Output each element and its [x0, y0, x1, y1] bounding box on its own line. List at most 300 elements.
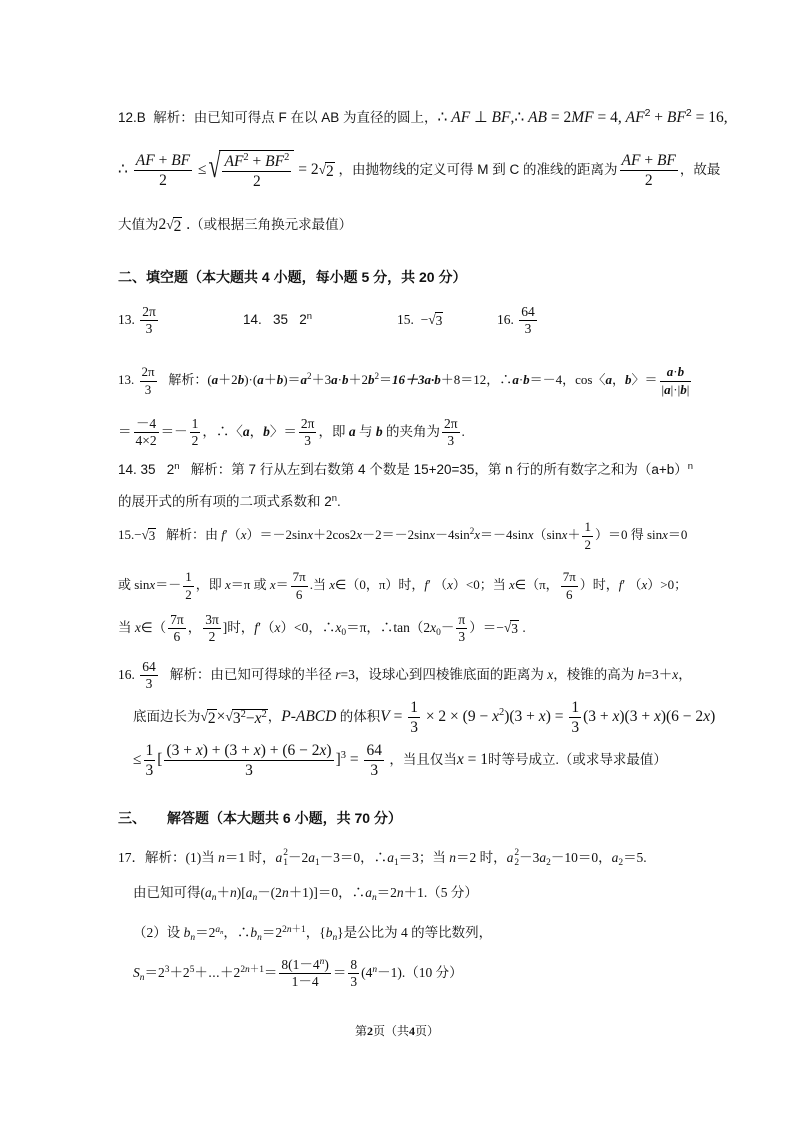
math-text: = 4,: [593, 109, 626, 126]
math-italic: f: [221, 527, 225, 542]
text-run: 与: [355, 424, 376, 439]
text-run: －4: [135, 415, 157, 431]
math-text: )(3 +: [504, 708, 539, 725]
subscript: 1: [314, 857, 320, 868]
text-run: ＋3: [311, 372, 332, 387]
text-run: 8(1－4: [281, 956, 320, 972]
text-run: （或根据三角换元求最值）: [190, 217, 353, 232]
text-run: ＝－4，cos〈: [529, 372, 606, 387]
text-run: .: [461, 424, 465, 439]
text-run: 7π: [292, 569, 306, 585]
text-run: ＝: [332, 965, 347, 980]
math-italic: n: [252, 892, 258, 903]
text-run: ，: [267, 709, 282, 724]
superscript: n: [687, 460, 694, 472]
text-run: ，{: [305, 925, 326, 940]
superscript: 2: [284, 151, 290, 163]
answer-14: [243, 295, 312, 345]
text-run: ∈（: [140, 620, 167, 635]
text-run: ，∴〈: [202, 424, 243, 439]
radicand: [207, 709, 217, 728]
numerator: [168, 612, 186, 630]
text-run: 3: [304, 433, 312, 449]
fraction: [519, 304, 537, 339]
text-run: )＝: [283, 372, 301, 387]
math-italic: a: [308, 850, 315, 865]
math-text: 64: [521, 303, 535, 319]
math-text: ]: [335, 751, 341, 768]
text-run: ，: [612, 372, 626, 387]
vector-symbol: a: [512, 372, 519, 387]
superscript: [240, 965, 264, 975]
fraction: [140, 659, 158, 694]
math-italic: n: [139, 972, 145, 983]
denominator: [168, 629, 186, 646]
math-italic: b: [250, 925, 258, 940]
text-run: 6: [295, 586, 303, 602]
vector-symbol: 16＋3a·b: [392, 372, 441, 387]
text-run: ＝2: [376, 885, 397, 900]
radicand: [325, 162, 335, 181]
denominator: [620, 171, 678, 190]
math-italic: x: [429, 527, 436, 542]
text-run: (4: [361, 965, 373, 980]
fraction: [569, 698, 581, 738]
text-run: －2: [287, 850, 309, 865]
text-run: 或 sin: [118, 577, 150, 592]
subscript: 0: [341, 627, 347, 638]
text-run: 3: [370, 762, 379, 780]
math-text: ) =: [545, 708, 568, 725]
radicand: [173, 217, 183, 236]
numerator: [582, 519, 593, 536]
text-run: －3＝0，∴: [319, 850, 388, 865]
math-italic: f: [618, 577, 623, 592]
math-text: )(6 − 2: [660, 708, 704, 725]
fraction: [291, 569, 308, 603]
math-italic: x: [335, 620, 342, 635]
math-italic: AB: [528, 109, 547, 126]
math-text: −: [420, 312, 429, 327]
math-italic: a: [387, 850, 394, 865]
text-run: ＋2cos2: [312, 527, 357, 542]
denominator: [134, 171, 192, 190]
text-run: ＝: [275, 577, 289, 592]
numerator: [348, 957, 359, 975]
text-run: 1: [410, 699, 418, 717]
text-run: 的体积: [336, 709, 381, 724]
text-run: 解析：(: [158, 372, 212, 387]
denominator: [582, 537, 593, 553]
text-run: －1).（10 分）: [377, 965, 463, 980]
fraction: [660, 364, 692, 398]
text-run: ＝0: [667, 527, 688, 542]
text-run: }是公比为 4 的等比数列，: [337, 925, 493, 940]
text-run: 8: [350, 956, 358, 972]
superscript: 2: [307, 371, 312, 381]
denominator: [519, 321, 537, 338]
fraction: [134, 151, 192, 191]
vector-symbol: a: [348, 424, 356, 439]
superscript: 2: [469, 526, 475, 536]
denominator: [660, 382, 692, 398]
math-italic: x: [527, 527, 534, 542]
text-run: －(2: [257, 885, 282, 900]
text-run: 解析：第 7 行从左到右数第 4 个数是 15+20=35，第 n 行的所有数字之和为（a+b）: [179, 462, 688, 477]
math-italic: x: [492, 708, 499, 725]
text-run: 2π: [443, 415, 458, 431]
text-run: 〉＝: [631, 372, 658, 387]
subscript: 2: [618, 857, 624, 868]
text-run: 的展开式的所有项的二项式系数和 2: [118, 494, 332, 509]
vector-symbol: a: [331, 372, 338, 387]
math-text: 2: [644, 171, 653, 189]
radical-sign: [208, 150, 220, 192]
text-run: 64: [142, 658, 156, 674]
math-text: 2π: [141, 364, 155, 380]
math-italic: a: [275, 850, 283, 865]
math-italic: x: [254, 710, 262, 727]
text-run: ′（: [224, 527, 241, 542]
numerator: [364, 741, 384, 761]
text-run: |: [686, 381, 690, 397]
text-run: ＋: [567, 527, 581, 542]
math-text: (3 +: [583, 708, 613, 725]
text-run: |·|: [670, 381, 681, 397]
denominator: [183, 587, 194, 603]
text-run: ＋8＝12，∴: [440, 372, 513, 387]
text-run: ）时，: [579, 577, 619, 592]
answer-13: [118, 295, 160, 345]
math-text: = 2: [294, 161, 319, 178]
text-run: ，: [249, 424, 264, 439]
math-text: × 2 × (9 −: [421, 708, 493, 725]
math-text: ≤: [194, 161, 211, 178]
superscript: 2: [498, 707, 505, 719]
math-text: +: [650, 109, 667, 126]
math-italic: n: [396, 885, 404, 900]
text-run: 1: [571, 699, 580, 717]
square-root: [201, 709, 217, 728]
text-run: 16.: [118, 667, 139, 682]
math-text: 3: [144, 381, 152, 397]
math-italic: BF: [491, 109, 511, 126]
text-run: ＋2: [348, 372, 368, 387]
fraction: [164, 741, 333, 781]
text-run: ）>0；: [647, 577, 688, 592]
math-text: .: [182, 216, 191, 233]
q15-line-1: [118, 510, 687, 560]
text-run: －: [440, 620, 455, 635]
text-run: －4sin: [435, 527, 470, 542]
text-run: －10＝0，: [550, 850, 612, 865]
text-run: ）＝: [469, 620, 497, 635]
square-root: [504, 620, 519, 637]
math-text: 3: [524, 321, 532, 337]
math-text: =: [389, 708, 407, 725]
math-text: 2: [207, 710, 216, 727]
text-run: 3: [410, 719, 418, 737]
denominator: [348, 974, 359, 991]
fraction: [183, 569, 194, 603]
math-text: ) + (3 +: [202, 742, 254, 760]
math-italic: x: [547, 667, 554, 682]
math-text: = 16,: [691, 109, 728, 126]
text-run: 15.: [118, 527, 135, 542]
math-italic: a: [506, 850, 514, 865]
text-run: 2: [240, 964, 246, 975]
numerator: [519, 304, 537, 322]
numerator: [144, 741, 156, 761]
math-italic: x: [240, 527, 247, 542]
math-italic: x: [274, 620, 281, 635]
numerator: [569, 698, 581, 718]
text-run: )·(: [244, 372, 258, 387]
text-run: 三、 解答题（本大题共 6 小题，共 70 分）: [118, 810, 402, 826]
vector-symbol: a: [211, 372, 219, 387]
square-root: [210, 150, 294, 192]
text-run: 当: [118, 620, 135, 635]
bold-text: 2: [366, 1024, 373, 1038]
math-text: +: [640, 151, 657, 169]
text-run: 2: [185, 586, 192, 602]
q12-line-1: [118, 93, 728, 143]
math-text: = 2: [547, 109, 572, 126]
numerator: [561, 569, 578, 586]
math-text: 2: [253, 172, 261, 190]
fraction: [561, 569, 578, 603]
text-run: 3: [458, 629, 466, 645]
q12-line-2: [118, 145, 720, 195]
text-run: 1: [145, 742, 154, 760]
math-text: 3: [511, 621, 519, 636]
vector-symbol: b: [680, 381, 687, 397]
math-text: 3: [145, 321, 153, 337]
superscript: n: [331, 492, 338, 504]
text-run: ）<0，∴: [280, 620, 336, 635]
math-italic: b: [183, 925, 191, 940]
superscript: 2: [240, 709, 246, 721]
vector-symbol: a: [664, 381, 671, 397]
text-run: ＝5.: [623, 850, 647, 865]
text-run: 1－4: [291, 974, 319, 990]
bold-text: 4: [409, 1024, 415, 1038]
vector-symbol: b: [276, 372, 284, 387]
superscript: 2: [644, 107, 651, 120]
fraction: [140, 364, 157, 398]
numerator: [134, 151, 192, 171]
text-run: 7π: [562, 569, 576, 585]
superscript: 2: [374, 371, 380, 381]
answer-15: [397, 295, 443, 345]
subscript: 2: [514, 857, 520, 868]
text-run: ，故最: [679, 162, 721, 177]
denominator: [140, 321, 158, 338]
denominator: [164, 761, 333, 780]
text-run: 7π: [170, 611, 184, 627]
text-run: ∈（0，π）时，: [335, 577, 425, 592]
text-run: 第: [354, 1024, 367, 1038]
text-run: 页（共: [372, 1024, 409, 1038]
math-italic: S: [133, 965, 140, 980]
math-italic: n: [332, 932, 338, 943]
superscript: 3: [340, 750, 346, 762]
denominator: [291, 587, 308, 603]
math-italic: x: [612, 708, 620, 725]
text-run: .: [519, 620, 526, 635]
math-italic: x: [447, 577, 453, 592]
denominator: [279, 974, 330, 991]
vector-symbol: b: [237, 372, 245, 387]
superscript: 5: [189, 964, 195, 975]
square-root: [166, 217, 182, 236]
text-run: 14. 35 2: [243, 312, 307, 327]
text-run: 解析：由已知可得点 F 在以 AB 为直径的圆上，: [145, 110, 438, 125]
superscript: 2: [261, 709, 267, 721]
text-run: 2: [208, 629, 216, 645]
fraction: [456, 612, 467, 647]
math-text: =: [345, 751, 363, 768]
text-run: ＝3；当: [398, 850, 450, 865]
fraction: [279, 957, 330, 992]
q12-line-3: [118, 200, 352, 250]
math-text: −: [245, 710, 255, 727]
square-root: [319, 162, 335, 181]
text-run: 3: [350, 974, 358, 990]
vector-symbol: b: [367, 372, 375, 387]
text-run: （2）设: [133, 925, 184, 940]
fraction: [348, 957, 359, 992]
text-run: 二、填空题（本大题共 4 小题，每小题 5 分，共 20 分）: [118, 269, 467, 285]
text-run: ＝－: [160, 424, 188, 439]
radicand: [148, 528, 157, 544]
superscript: n: [174, 460, 180, 472]
text-run: 解析：由: [156, 527, 222, 542]
superscript: [282, 925, 306, 935]
math-text: 3: [232, 710, 241, 727]
math-italic: n: [449, 850, 457, 865]
text-run: |: [661, 381, 665, 397]
text-run: ，即: [318, 424, 349, 439]
math-text: 2: [326, 163, 334, 180]
text-run: 1: [191, 415, 199, 431]
q13-line-1: [118, 355, 693, 405]
math-italic: n: [190, 932, 196, 943]
math-text: ): [326, 742, 332, 760]
math-text: 3: [245, 762, 253, 780]
denominator: [140, 382, 157, 398]
math-italic: x: [672, 667, 679, 682]
math-italic: x: [224, 577, 231, 592]
math-text: )(3 +: [619, 708, 654, 725]
math-text: ) + (6 − 2: [260, 742, 320, 760]
text-run: ＝1 时，: [224, 850, 276, 865]
math-italic: AF: [224, 152, 244, 170]
text-run: ＝－4sin: [480, 527, 528, 542]
text-run: ＋1)]＝0，∴: [288, 885, 366, 900]
superscript: n: [306, 310, 313, 322]
text-run: －3: [519, 850, 540, 865]
denominator: [203, 629, 221, 646]
vector-symbol: b: [341, 372, 349, 387]
text-run: ＋2: [218, 372, 238, 387]
vector-symbol: a: [257, 372, 264, 387]
text-run: =3，设球心到四棱锥底面的距离为: [340, 667, 548, 682]
numerator: [660, 364, 692, 381]
text-run: ′（: [258, 620, 275, 635]
math-text: ∴: [118, 161, 132, 178]
text-run: 1: [185, 569, 192, 585]
denominator: [561, 587, 578, 603]
text-run: 3π: [205, 611, 219, 627]
denominator: [222, 172, 291, 191]
fraction: [168, 612, 186, 647]
text-run: ·: [518, 372, 524, 387]
vector-symbol: a: [242, 424, 250, 439]
text-run: 13.: [118, 372, 138, 387]
text-run: ，即: [195, 577, 225, 592]
superscript: 2: [283, 847, 288, 858]
math-italic: x: [474, 527, 481, 542]
math-italic: x: [430, 620, 437, 635]
vector-symbol: b: [375, 424, 383, 439]
math-italic: n: [372, 964, 378, 975]
math-italic: x: [356, 527, 363, 542]
subscript: 2: [546, 857, 551, 868]
math-italic: x: [641, 577, 648, 592]
text-run: 2: [191, 433, 199, 449]
math-italic: x: [703, 708, 711, 725]
math-italic: r: [335, 667, 341, 682]
math-italic: n: [245, 964, 250, 975]
fraction: [140, 304, 158, 339]
superscript: 2: [514, 847, 520, 858]
numerator: [164, 741, 333, 761]
math-italic: x: [456, 751, 464, 768]
subscript: 1: [393, 857, 399, 868]
text-run: 大值为: [118, 217, 159, 232]
numerator: [140, 364, 157, 381]
math-italic: x: [269, 577, 276, 592]
text-run: ′ （: [622, 577, 642, 592]
text-run: ，棱锥的高为: [553, 667, 638, 682]
math-italic: a: [611, 850, 619, 865]
text-run: 2: [282, 924, 287, 935]
math-italic: a: [365, 885, 372, 900]
text-run: ·: [673, 364, 678, 380]
q17-line-4: [133, 948, 463, 998]
text-run: ＋1: [249, 964, 264, 975]
numerator: [299, 416, 317, 434]
math-italic: h: [637, 667, 645, 682]
math-italic: x: [509, 577, 515, 592]
text-run: ＝2: [144, 965, 165, 980]
math-italic: x: [538, 708, 546, 725]
numerator: [190, 416, 201, 434]
text-run: 2π: [300, 415, 315, 431]
text-run: ＝π，∴tan（2: [346, 620, 431, 635]
square-root: [225, 709, 267, 728]
math-italic: P-ABCD: [281, 708, 337, 725]
math-italic: f: [424, 577, 429, 592]
vector-symbol: a: [300, 372, 308, 387]
math-text: = 1: [463, 751, 488, 768]
text-run: 15.: [397, 312, 421, 327]
square-root: [142, 528, 157, 544]
text-run: 12.B: [118, 110, 146, 125]
math-text: ∴: [437, 109, 452, 126]
denominator: [140, 676, 158, 693]
